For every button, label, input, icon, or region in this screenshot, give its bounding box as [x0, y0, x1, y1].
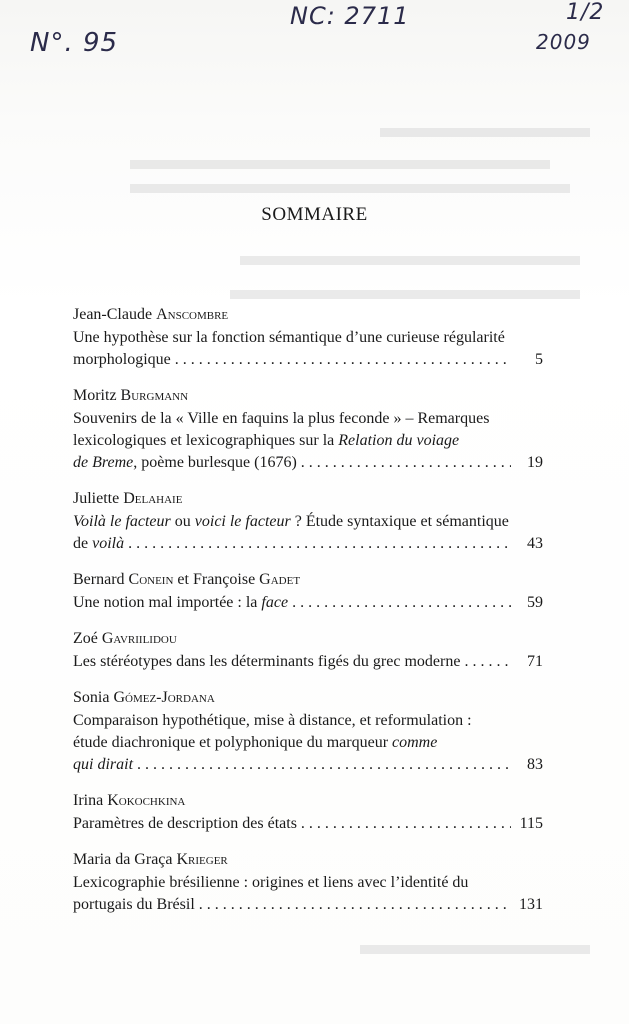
entry-author: Moritz Burgmann [73, 387, 189, 404]
toc-entry [73, 688, 543, 776]
page-number: 19 [527, 454, 543, 471]
entry-last-line [73, 349, 543, 371]
dot-leader [199, 894, 511, 916]
dot-leader [137, 754, 511, 776]
entry-title-line: Comparaison hypothétique, mise à distance, et reformulation : [73, 712, 472, 729]
entry-author: Jean-Claude Anscombre [73, 306, 229, 323]
entry-title-line: étude diachronique et polyphonique du marqueur comme [73, 734, 438, 751]
toc-entry [73, 305, 543, 371]
toc-entry [73, 489, 543, 555]
bleed-through-mark [130, 160, 550, 169]
entry-title-end: Les stéréotypes dans les déterminants figés du grec moderne [73, 653, 461, 670]
page-number: 59 [527, 594, 543, 611]
handwritten-number: N°. 95 [30, 28, 119, 58]
toc-entry [73, 570, 543, 614]
bleed-through-mark [380, 128, 590, 137]
dot-leader [301, 813, 511, 835]
entry-title-line: Une hypothèse sur la fonction sémantique d’une curieuse régularité [73, 329, 505, 346]
page-number: 115 [519, 815, 543, 832]
table-of-contents [73, 305, 543, 931]
dot-leader [292, 592, 511, 614]
entry-author: Zoé Gavriilidou [73, 630, 177, 647]
bleed-through-mark [130, 184, 570, 193]
entry-title-line: Voilà le facteur ou voici le facteur ? Étude syntaxique et sémantique [73, 513, 509, 530]
toc-entry [73, 850, 543, 916]
handwritten-nc: NC: 2711 [290, 2, 410, 30]
entry-title-end: de voilà [73, 535, 125, 552]
toc-entry [73, 629, 543, 673]
dot-leader [175, 349, 511, 371]
toc-entry [73, 791, 543, 835]
entry-title-end: portugais du Brésil [73, 896, 195, 913]
entry-last-line [73, 592, 543, 614]
entry-last-line [73, 894, 543, 916]
handwritten-fraction: 1/2 [566, 0, 605, 25]
entry-title-end: Paramètres de description des états [73, 815, 297, 832]
dot-leader [128, 533, 511, 555]
entry-title-end: morphologique [73, 351, 171, 368]
entry-title-line: Souvenirs de la « Ville en faquins la plus feconde » – Remarques [73, 410, 490, 427]
page-number: 43 [527, 535, 543, 552]
bleed-through-mark [230, 290, 580, 299]
entry-last-line [73, 452, 543, 474]
entry-last-line [73, 813, 543, 835]
entry-title-line: lexicologiques et lexicographiques sur la Relation du voiage [73, 432, 460, 449]
entry-last-line [73, 533, 543, 555]
page-number: 5 [535, 351, 543, 368]
bleed-through-mark [240, 256, 580, 265]
entry-title-end: qui dirait [73, 756, 134, 773]
entry-author: Irina Kokochkina [73, 792, 186, 809]
handwritten-year: 2009 [536, 30, 591, 54]
entry-author: Sonia Gómez-Jordana [73, 689, 215, 706]
page-number: 131 [519, 896, 543, 913]
page-number: 71 [527, 653, 543, 670]
bleed-through-mark [360, 945, 590, 954]
page-number: 83 [527, 756, 543, 773]
entry-author: Bernard Conein et Françoise Gadet [73, 571, 301, 588]
entry-author: Maria da Graça Krieger [73, 851, 228, 868]
entry-title-end: Une notion mal importée : la face [73, 594, 289, 611]
entry-title-end: de Breme, poème burlesque (1676) [73, 454, 297, 471]
entry-last-line [73, 754, 543, 776]
toc-entry [73, 386, 543, 474]
entry-author: Juliette Delahaie [73, 490, 183, 507]
dot-leader [301, 452, 511, 474]
entry-title-line: Lexicographie brésilienne : origines et liens avec l’identité du [73, 874, 469, 891]
entry-last-line [73, 651, 543, 673]
dot-leader [464, 651, 511, 673]
page-title: SOMMAIRE [261, 204, 368, 225]
